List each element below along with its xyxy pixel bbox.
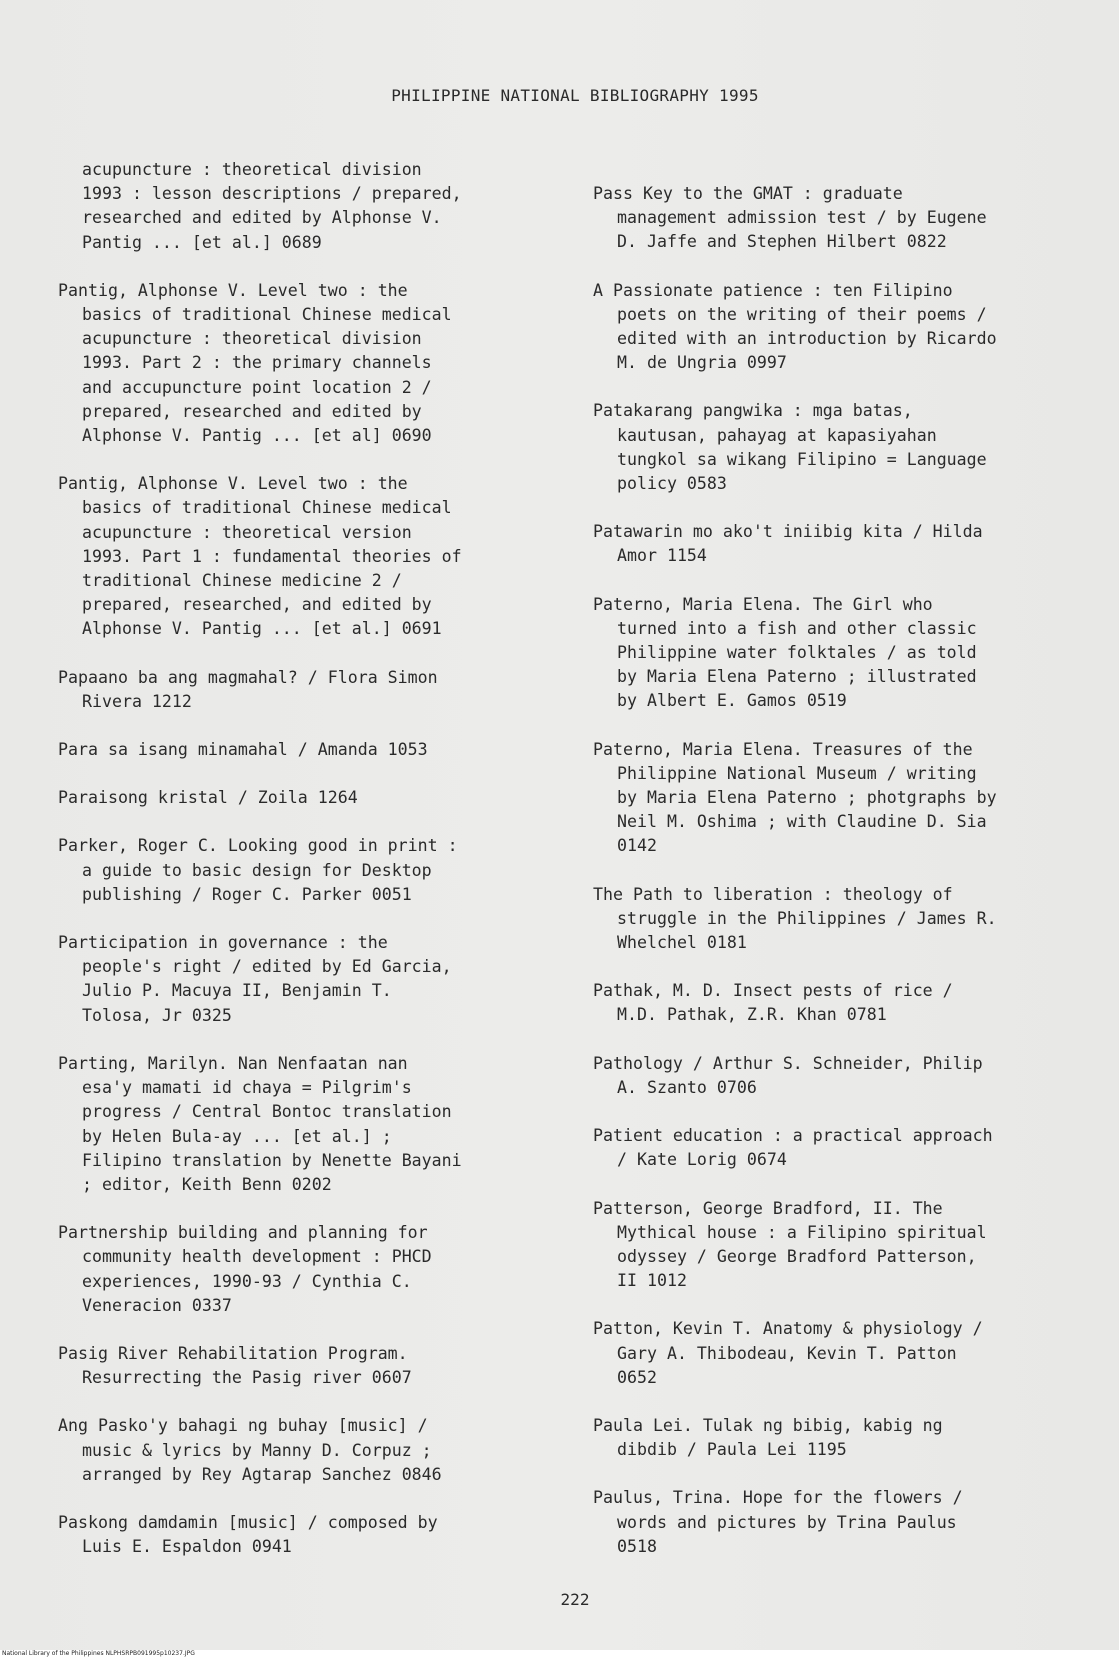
bibliography-entry: acupuncture : theoretical division 1993 : lesson descriptions / prepared, researched and edited by Alphonse V. Pantig ... [et al.] 0689 (82, 160, 462, 252)
bibliography-entry: Patakarang pangwika : mga batas, kautusan, pahayag at kapasiyahan tungkol sa wikang Filipino = Language policy 0583 (593, 401, 987, 494)
bibliography-entry: A Passionate patience : ten Filipino poets on the writing of their poems / edited with an introduction by Ricardo M. de Ungria 0997 (593, 280, 997, 373)
bibliography-entry: Pantig, Alphonse V. Level two : the basics of traditional Chinese medical acupuncture : theoretical version 1993. Part 1 : fundamental theories of traditional Chinese medicine 2 / prepared, researched, and edited by Alphonse V. Pantig ... [et al.] 0691 (58, 474, 462, 639)
bibliography-entry: Patawarin mo ako't iniibig kita / Hilda Amor 1154 (593, 522, 983, 566)
bibliography-entry: Participation in governance : the people's right / edited by Ed Garcia, Julio P. Macuya II, Benjamin T. Tolosa, Jr 0325 (58, 933, 452, 1025)
bibliography-entry: Parting, Marilyn. Nan Nenfaatan nan esa'y mamati id chaya = Pilgrim's progress / Central Bontoc translation by Helen Bula-ay ... [et al.] ; Filipino translation by Nenette Bayani ; editor, Keith Benn 0202 (58, 1053, 462, 1194)
bibliography-entry: Paskong damdamin [music] / composed by Luis E. Espaldon 0941 (58, 1512, 438, 1557)
left-column (58, 158, 558, 1583)
bibliography-entry: The Path to liberation : theology of struggle in the Philippines / James R. Whelchel 0181 (593, 884, 997, 953)
running-head: PHILIPPINE NATIONAL BIBLIOGRAPHY 1995 (391, 86, 759, 105)
bibliography-entry: Papaano ba ang magmahal? / Flora Simon Rivera 1212 (58, 667, 438, 711)
bibliography-entry: Pasig River Rehabilitation Program. Resurrecting the Pasig river 0607 (58, 1343, 412, 1388)
bibliography-entry: Pathology / Arthur S. Schneider, Philip A. Szanto 0706 (593, 1053, 983, 1097)
right-column (593, 182, 1103, 1583)
bibliography-entry: Parker, Roger C. Looking good in print : a guide to basic design for Desktop publishing / Roger C. Parker 0051 (58, 836, 458, 904)
bibliography-entry: Pantig, Alphonse V. Level two : the basics of traditional Chinese medical acupuncture : theoretical division 1993. Part 2 : the primary channels and accupuncture point location 2 / prepared, researched and edited by Alphonse V. Pantig ... [et al] 0690 (58, 280, 452, 446)
bibliography-entry: Pathak, M. D. Insect pests of rice / M.D. Pathak, Z.R. Khan 0781 (593, 981, 953, 1025)
bibliography-entry: Paterno, Maria Elena. The Girl who turned into a fish and other classic Philippine water folktales / as told by Maria Elena Paterno ; illustrated by Albert E. Gamos 0519 (593, 594, 977, 711)
bibliography-entry: Patterson, George Bradford, II. The Mythical house : a Filipino spiritual odyssey / George Bradford Patterson, II 1012 (593, 1198, 987, 1291)
bibliography-entry: Ang Pasko'y bahagi ng buhay [music] / music & lyrics by Manny D. Corpuz ; arranged by Rey Agtarap Sanchez 0846 (58, 1416, 442, 1484)
bibliography-entry: Partnership building and planning for community health development : PHCD experiences, 1990-93 / Cynthia C. Veneracion 0337 (58, 1223, 432, 1315)
bibliography-entry: Paraisong kristal / Zoila 1264 (58, 788, 358, 808)
bibliography-entry: Patient education : a practical approach / Kate Lorig 0674 (593, 1126, 993, 1170)
bibliography-entry: Paula Lei. Tulak ng bibig, kabig ng dibdib / Paula Lei 1195 (593, 1415, 943, 1460)
scan-footer-note: National Library of the Philippines NLPHSRPB091995p10237.JPG (2, 1650, 195, 1657)
bibliography-entry: Paulus, Trina. Hope for the flowers / words and pictures by Trina Paulus 0518 (593, 1488, 963, 1556)
page-number: 222 (560, 1590, 590, 1609)
bibliography-entry: Paterno, Maria Elena. Treasures of the Philippine National Museum / writing by Maria Elena Paterno ; photgraphs by Neil M. Oshima ; with Claudine D. Sia 0142 (593, 739, 997, 856)
bibliography-entry: Para sa isang minamahal / Amanda 1053 (58, 740, 428, 760)
bibliography-entry: Patton, Kevin T. Anatomy & physiology / Gary A. Thibodeau, Kevin T. Patton 0652 (593, 1319, 983, 1387)
bibliography-entry: Pass Key to the GMAT : graduate management admission test / by Eugene D. Jaffe and Stephen Hilbert 0822 (593, 184, 987, 252)
